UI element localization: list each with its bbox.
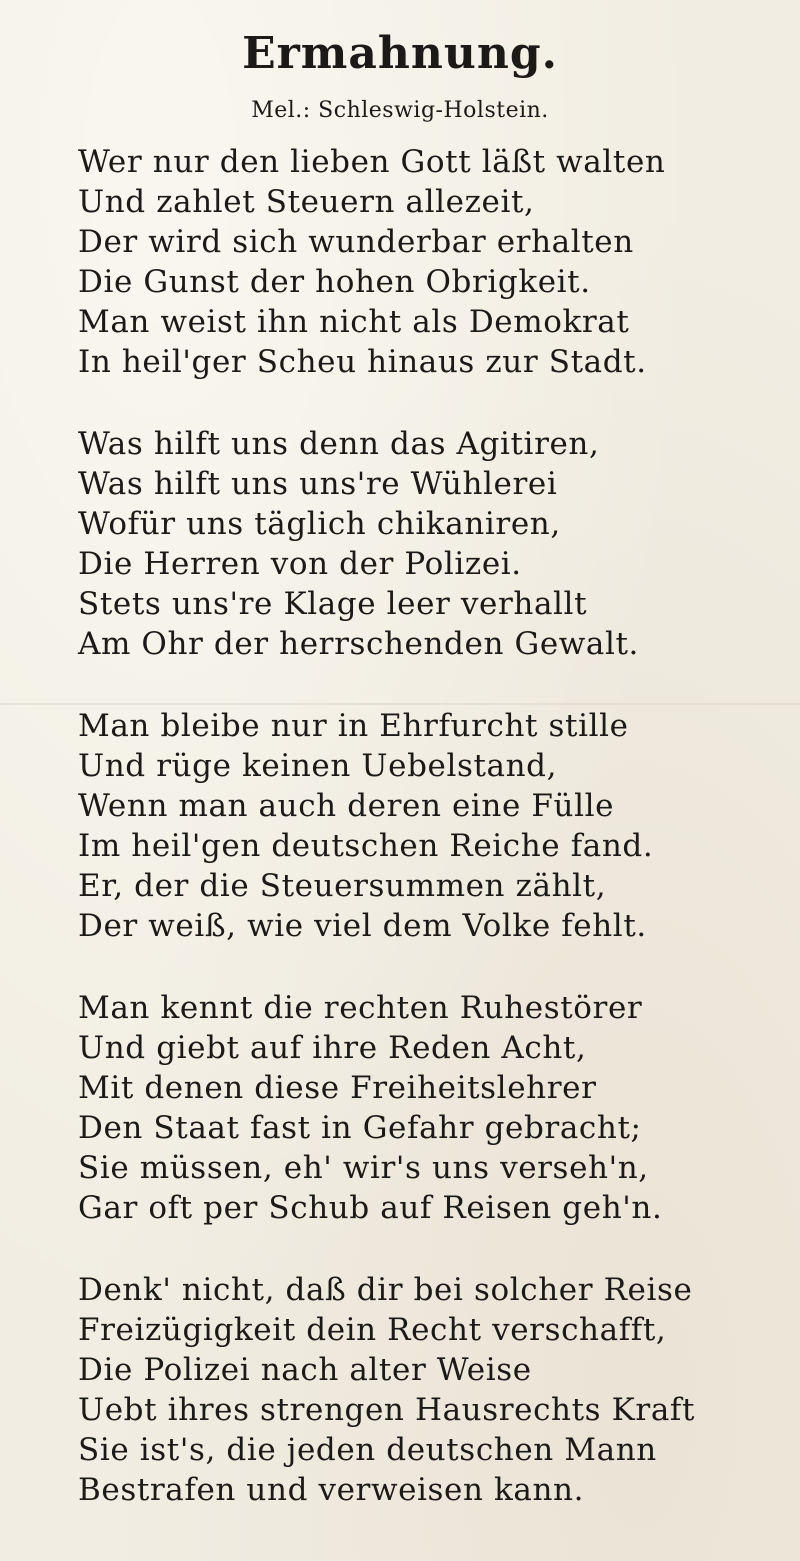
verse-line: Wofür uns täglich chikaniren, bbox=[78, 506, 561, 542]
stanza-3 bbox=[78, 706, 778, 946]
verse-line: Im heil'gen deutschen Reiche fand. bbox=[78, 828, 654, 864]
stanza-2 bbox=[78, 424, 778, 664]
poem-title: Ermahnung. bbox=[242, 28, 558, 79]
verse-line: Stets uns're Klage leer verhallt bbox=[78, 586, 588, 622]
verse-line: Was hilft uns uns're Wühlerei bbox=[78, 466, 558, 502]
verse-line: Man bleibe nur in Ehrfurcht stille bbox=[78, 708, 629, 744]
verse-line: Gar oft per Schub auf Reisen geh'n. bbox=[78, 1190, 663, 1226]
verse-line: Die Gunst der hohen Obrigkeit. bbox=[78, 264, 591, 300]
verse-line: Und giebt auf ihre Reden Acht, bbox=[78, 1030, 587, 1066]
verse-line: In heil'ger Scheu hinaus zur Stadt. bbox=[78, 344, 647, 380]
verse-line: Er, der die Steuersummen zählt, bbox=[78, 868, 607, 904]
verse-line: Man kennt die rechten Ruhestörer bbox=[78, 990, 643, 1026]
verse-line: Die Polizei nach alter Weise bbox=[78, 1352, 532, 1388]
poem-body bbox=[78, 142, 778, 1552]
verse-line: Sie ist's, die jeden deutschen Mann bbox=[78, 1432, 657, 1468]
verse-line: Uebt ihres strengen Hausrechts Kraft bbox=[78, 1392, 696, 1428]
verse-line: Mit denen diese Freiheitslehrer bbox=[78, 1070, 597, 1106]
verse-line: Den Staat fast in Gefahr gebracht; bbox=[78, 1110, 642, 1146]
verse-line: Der weiß, wie viel dem Volke fehlt. bbox=[78, 908, 647, 944]
verse-line: Bestrafen und verweisen kann. bbox=[78, 1472, 585, 1508]
verse-line: Und zahlet Steuern allezeit, bbox=[78, 184, 535, 220]
verse-line: Der wird sich wunderbar erhalten bbox=[78, 224, 634, 260]
verse-line: Wer nur den lieben Gott läßt walten bbox=[78, 144, 666, 180]
melody-note: Mel.: Schleswig-Holstein. bbox=[251, 98, 549, 123]
stanza-1 bbox=[78, 142, 778, 382]
verse-line: Wenn man auch deren eine Fülle bbox=[78, 788, 615, 824]
verse-line: Und rüge keinen Uebelstand, bbox=[78, 748, 558, 784]
verse-line: Man weist ihn nicht als Demokrat bbox=[78, 304, 630, 340]
verse-line: Denk' nicht, daß dir bei solcher Reise bbox=[78, 1272, 693, 1308]
verse-line: Die Herren von der Polizei. bbox=[78, 546, 522, 582]
verse-line: Am Ohr der herrschenden Gewalt. bbox=[78, 626, 640, 662]
verse-line: Sie müssen, eh' wir's uns verseh'n, bbox=[78, 1150, 649, 1186]
verse-line: Was hilft uns denn das Agitiren, bbox=[78, 426, 600, 462]
stanza-4 bbox=[78, 988, 778, 1228]
verse-line: Freizügigkeit dein Recht verschafft, bbox=[78, 1312, 667, 1348]
stanza-5 bbox=[78, 1270, 778, 1510]
